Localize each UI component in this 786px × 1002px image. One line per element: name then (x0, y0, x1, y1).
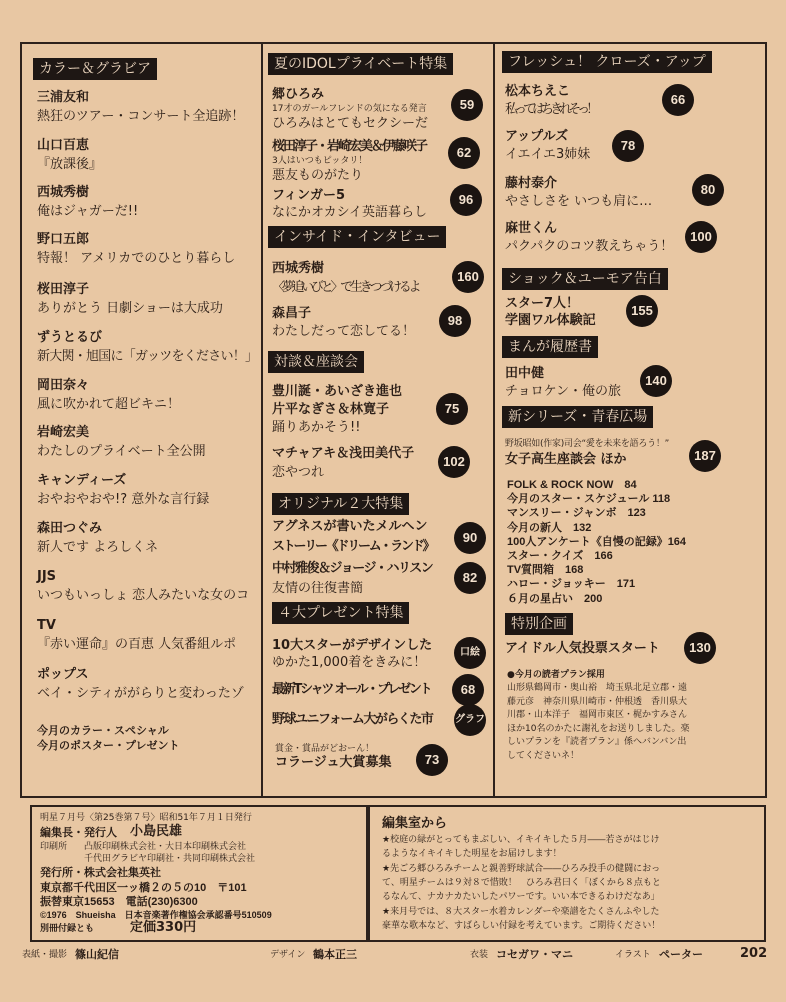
item-name: 学園ワル体験記 (505, 313, 596, 328)
item-title: 熱狂のツアー・コンサート全追跡！ (37, 109, 245, 124)
item-name: 西城秀樹 (37, 185, 90, 200)
item-title: 特報！ アメリカでのひとり暮らし (37, 251, 236, 266)
item-title: パクパクのコツ教えちゃう！ (505, 239, 674, 254)
section-header-present: ４大プレゼント特集 (272, 602, 409, 624)
item-name: アイドル人気投票スタート (505, 641, 660, 656)
item-title: 野坂昭如(作家)司会“愛を未来を語ろう！” (505, 439, 670, 449)
page-number-badge: 75 (436, 393, 468, 425)
page-number-badge: 口絵 (454, 637, 486, 669)
regular-feature: ハロー・ジョッキー 171 (507, 578, 636, 591)
item-title: ひろみはとてもセクシーだ (272, 116, 429, 131)
item-name: 東京都千代田区一ッ橋２の５の10 〒101 (40, 882, 247, 894)
item-title: 私って はちきれそっ！ (505, 102, 596, 117)
item-name: ©1976 Shueisha 日本音楽著作権協会承認番号510509 (40, 910, 272, 920)
item-name: 10大スターがデザインした (272, 638, 433, 653)
item-title: わたしのプライベート全公開 (37, 444, 206, 459)
item-title: 千代田グラビヤ印刷社・共同印刷株式会社 (84, 854, 256, 864)
item-title: おやおやおや!? 意外な言行録 (37, 492, 210, 507)
item-title: いつもいっしょ 恋人みたいな女のコ (37, 588, 250, 603)
item-name: 野球ユニフォーム大がらくた市 (272, 712, 433, 727)
item-title: 藤元彦 神奈川県川崎市・仲根透 香川県大 (507, 696, 688, 707)
item-name: 森昌子 (272, 306, 312, 321)
item-name: 豊川誕・あいざき進也 (272, 384, 403, 399)
item-title: て、明星チームは９対８で惜敗！ ひろみ君曰く「ぼくから８点もと (382, 877, 661, 888)
item-title: ゆかた1,000着をきみに！ (272, 655, 427, 670)
column-divider (261, 42, 263, 796)
section-header-special: 特別企画 (505, 613, 573, 635)
page-number-badge: 78 (612, 130, 644, 162)
item-name: 小島民雄 (130, 824, 183, 839)
page-number-badge: 98 (439, 305, 471, 337)
item-title: なにかオカシイ英語暮らし (272, 205, 427, 220)
credit-role: デザイン (270, 950, 306, 960)
page-number-badge: 187 (689, 440, 721, 472)
page-number-badge: 130 (684, 632, 716, 664)
page-number-badge: 80 (692, 174, 724, 206)
page-number-badge: 62 (448, 137, 480, 169)
regular-feature: スター・クイズ 166 (507, 550, 613, 562)
page-number-badge: 66 (662, 84, 694, 116)
section-header-color-gravure: カラー＆グラビア (33, 58, 157, 80)
credit-name: コセガワ・マニ (496, 948, 573, 961)
item-name: 山口百恵 (37, 138, 90, 153)
page-number-badge: 102 (438, 446, 470, 478)
item-title: イエイエ3姉妹 (505, 147, 591, 162)
section-header-fresh: フレッシュ！ クローズ・アップ (502, 51, 712, 73)
item-name: 西城秀樹 (272, 261, 325, 276)
item-name: スター7人！ (505, 296, 580, 311)
item-title: しいプランを『読者プラン』係へバンバン出 (507, 737, 687, 747)
item-title: 印刷所 (40, 842, 68, 852)
page-number-badge: 68 (452, 674, 484, 706)
credit-role: 表紙・撮影 (22, 950, 68, 960)
item-name: マチャアキ＆浅田美代子 (272, 446, 415, 461)
item-title: 17才のガールフレンドの気になる発言 (272, 104, 427, 114)
page-number-badge: 140 (640, 365, 672, 397)
item-title: 風に吹かれて超ビキニ！ (37, 397, 181, 412)
item-name: 発行所・株式会社集英社 (40, 866, 161, 879)
section-header-manga: まんが履歴書 (502, 336, 598, 358)
page-number-badge: 73 (416, 744, 448, 776)
item-name: 最新Tシャツ オール・プレゼント (272, 682, 431, 697)
item-name: ●今月の読者プラン採用 (507, 670, 605, 680)
item-name: 女子高生座談会 ほか (505, 452, 627, 467)
item-name: 麻世くん (505, 221, 558, 236)
regular-feature: FOLK & ROCK NOW 84 (507, 479, 637, 491)
item-title: 〈夢追いびと〉で生きつづけるよ (272, 280, 419, 295)
credit-role: イラスト (615, 950, 651, 960)
page-number-badge: 155 (626, 295, 658, 327)
item-name: 桜田淳子 (37, 282, 90, 297)
item-name: ずうとるび (37, 330, 103, 345)
regular-feature: マンスリー・ジャンボ 123 (507, 507, 646, 520)
item-title: 山形県鶴岡市・奥山裕 埼玉県北足立郡・遠 (507, 683, 688, 693)
regular-feature: ６月の星占い 200 (507, 592, 603, 605)
section-header-original: オリジナル２大特集 (272, 493, 409, 515)
regular-feature: 100人アンケート《自慢の記録》164 (507, 535, 687, 548)
credit-name: 篠山紀信 (75, 948, 119, 961)
item-name: 岩崎宏美 (37, 425, 90, 440)
section-header-taidan: 対談＆座談会 (268, 351, 364, 373)
regular-feature: 今月のスター・スケジュール 118 (507, 493, 671, 506)
item-name: 振替東京15653 電話(230)6300 (40, 896, 198, 908)
item-title: 3人はいつもピッタリ！ (272, 156, 368, 166)
credit-name: ペーター (659, 948, 703, 961)
item-title: ★校庭の緑がとってもまぶしい、イキイキした５月――若さがはじけ (382, 835, 660, 845)
page-number-badge: 100 (685, 221, 717, 253)
item-name: ストーリー《ドリーム・ランド》 (272, 539, 434, 554)
item-name: 野口五郎 (37, 232, 90, 247)
item-name: アップルズ (505, 129, 569, 144)
credit-name: 鶴本正三 (313, 948, 357, 961)
column-divider (493, 42, 495, 796)
item-name: フィンガー5 (272, 188, 346, 203)
regular-feature: 今月の新人 132 (507, 521, 592, 534)
item-title: やさしさを いつも肩に… (505, 194, 653, 209)
item-title: 悪友ものがたり (272, 168, 364, 183)
item-title: ありがとう 日劇ショーは大成功 (37, 301, 223, 316)
item-title: チョロケン・俺の旅 (505, 384, 621, 399)
item-name: コラージュ大賞募集 (275, 755, 392, 770)
item-title: 新人です よろしくネ (37, 540, 159, 555)
item-name: 藤村泰介 (505, 176, 558, 191)
regular-feature: TV質問箱 168 (507, 564, 584, 577)
page-number-badge: 82 (454, 562, 486, 594)
item-name: 森田つぐみ (37, 521, 103, 536)
item-name: キャンディーズ (37, 473, 127, 488)
item-title: 友情の往復書簡 (272, 581, 364, 596)
item-title: わたしだって恋してる！ (272, 324, 416, 339)
page-number-badge: グラフ (454, 704, 486, 736)
page-number-badge: 96 (450, 184, 482, 216)
item-title: るなんて、ナカナカたいしたパワーです。いい本できるわけだなあ」 (382, 892, 660, 903)
item-name: 三浦友和 (37, 90, 90, 105)
item-name: 編集室から (382, 816, 448, 831)
item-title: 豪華な歌本など、すばらしい付録を考えています。ご期待ください！ (382, 920, 661, 931)
item-title: ほか10名のかたに謝礼をお送りしました。楽 (507, 723, 690, 734)
item-title: 凸版印刷株式会社・大日本印刷株式会社 (84, 842, 247, 852)
item-title: 『赤い運命』の百恵 人気番組ルポ (37, 637, 237, 652)
item-title: ベイ・シティががらりと変わったゾ (37, 686, 244, 701)
item-name: 田中健 (505, 366, 545, 381)
item-title: るようなイキイキした明星をお届けします！ (382, 849, 562, 860)
item-name: 定価330円 (130, 920, 197, 935)
item-name: TV (37, 618, 56, 633)
item-name: 別冊付録とも (40, 924, 95, 934)
item-title: 恋やつれ (272, 465, 325, 480)
page-number-badge: 59 (451, 89, 483, 121)
item-title: ★先ごろ郷ひろみチームと親善野球試合――ひろみ投手の健闘におっ (382, 863, 661, 874)
item-name: JJS (37, 569, 57, 584)
item-name: 郷ひろみ (272, 87, 325, 102)
item-title: 川郡・山本洋子 福岡市東区・梶かすみさん (507, 710, 688, 720)
extra-item: 今月のカラー・スペシャル (37, 724, 169, 737)
item-title: してくださいネ！ (507, 750, 580, 761)
item-title: 新大関・旭国に「ガッツをください！」 (37, 349, 258, 364)
section-header-series: 新シリーズ・青春広場 (502, 406, 653, 428)
section-header-shock: ショック＆ユーモア告白 (502, 268, 668, 290)
item-title: 踊りあかそう!! (272, 420, 361, 435)
item-name: ポップス (37, 667, 89, 682)
item-title: ★来月号では、８大スター水着カレンダーや楽譜をたくさんふやした (382, 906, 660, 917)
item-name: 桜田淳子・岩崎宏美＆伊藤咲子 (272, 139, 427, 154)
page-number-badge: 160 (452, 261, 484, 293)
item-title: 明星７月号〈第25巻第７号〉昭和51年７月１日発行 (40, 813, 252, 823)
item-name: 編集長・発行人 (40, 826, 117, 839)
item-name: 片平なぎさ＆林寛子 (272, 402, 390, 417)
item-name: 岡田奈々 (37, 378, 90, 393)
section-header-idol: 夏のIDOLプライベート特集 (268, 53, 453, 75)
extra-item: 今月のポスター・プレゼント (37, 739, 180, 752)
item-name: 中村雅俊＆ジョージ・ハリスン (272, 561, 433, 576)
item-title: 『放課後』 (37, 157, 103, 172)
section-header-inside: インサイド・インタビュー (268, 226, 446, 248)
credit-role: 衣装 (470, 950, 489, 960)
item-title: 俺はジャガーだ!! (37, 204, 139, 219)
item-name: 松本ちえこ (505, 84, 571, 99)
item-name: アグネスが書いたメルヘン (272, 519, 428, 534)
page-number: 202 (740, 946, 768, 961)
page-number-badge: 90 (454, 522, 486, 554)
item-title: 賞金・賞品がどおーん！ (275, 744, 375, 754)
